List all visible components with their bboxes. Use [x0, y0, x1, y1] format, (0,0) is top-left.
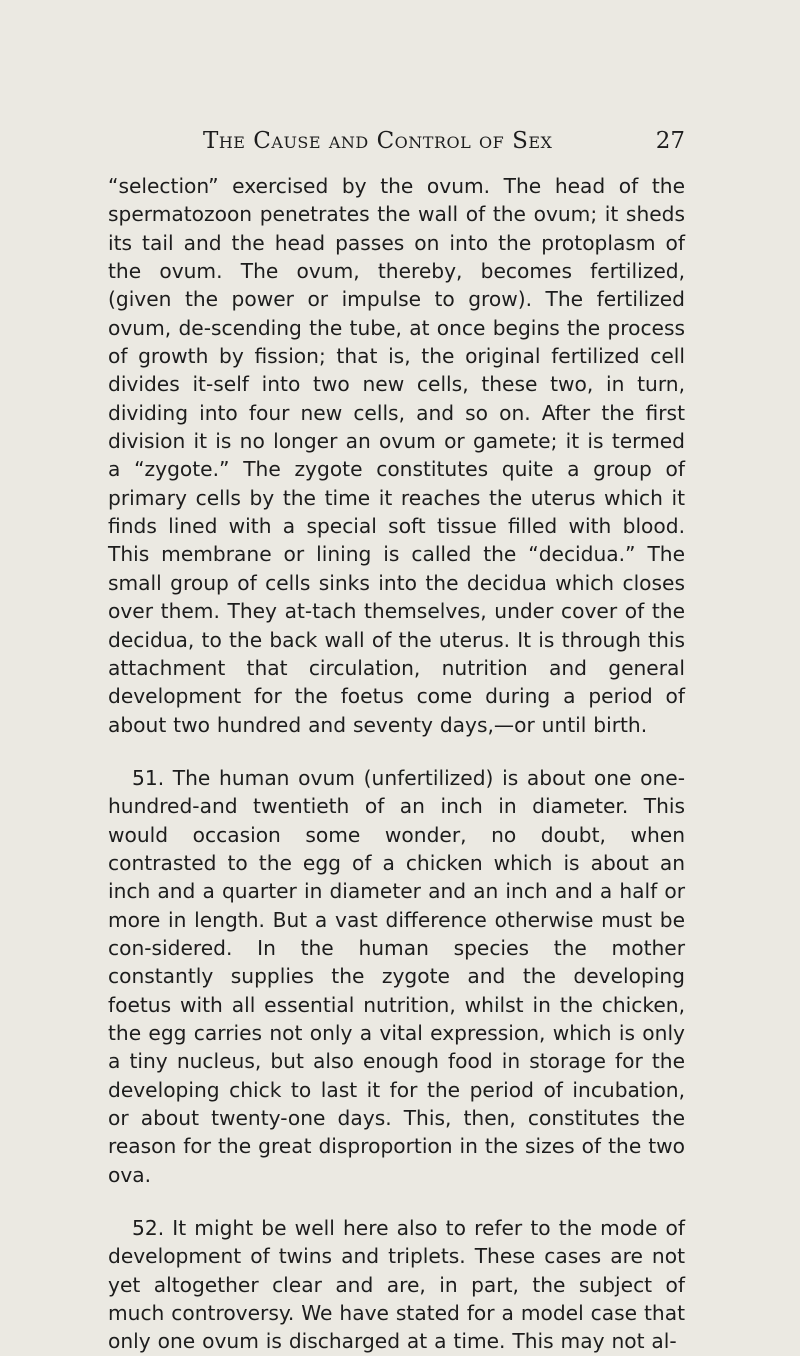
page-number: 27 [655, 128, 685, 154]
paragraph-51: 51. The human ovum (unfertilized) is about one one-hundred-and twentieth of an inch in diameter. This would occasion some wonder, no doubt, when contrasted to the egg of a chicken which is about an inch and a quarter in diameter and an inch and a half or more in length. But a vast difference otherwise must be con-sidered. In the human species the mother constantly supplies the zygote and the developing foetus with all essential nutrition, whilst in the chicken, the egg carries not only a vital expression, which is only a tiny nucleus, but also enough food in storage for the developing chick to last it for the period of incubation, or about twenty-one days. This, then, constitutes the reason for the great disproportion in the sizes of the two ova. [108, 765, 685, 1187]
body-text [108, 172, 685, 1356]
running-title: The Cause and Control of Sex [203, 128, 553, 154]
paragraph-continuation: “selection” exercised by the ovum. The head of the spermatozoon penetrates the wall of the ovum; it sheds its tail and the head passes on into the protoplasm of the ovum. The ovum, thereby, becomes fertilized, (given the power or impulse to grow). The fertilized ovum, de-scending the tube, at once begins the process of growth by fission; that is, the original fertilized cell divides it-self into two new cells, these two, in turn, dividing into four new cells, and so on. After the first division it is no longer an ovum or gamete; it is termed a “zygote.” The zygote constitutes quite a group of primary cells by the time it reaches the uterus which it finds lined with a special soft tissue filled with blood. This membrane or lining is called the “decidua.” The small group of cells sinks into the decidua which closes over them. They at-tach themselves, under cover of the decidua, to the back wall of the uterus. It is through this attachment that circulation, nutrition and general development for the foetus come during a period of about two hundred and seventy days,—or until birth. [108, 174, 685, 737]
page-header [108, 128, 685, 164]
paragraph-52: 52. It might be well here also to refer to the mode of development of twins and triplets. These cases are not yet altogether clear and are, in part, the subject of much controversy. We have stated for a model case that only one ovum is discharged at a time. This may not al- [108, 1216, 685, 1354]
